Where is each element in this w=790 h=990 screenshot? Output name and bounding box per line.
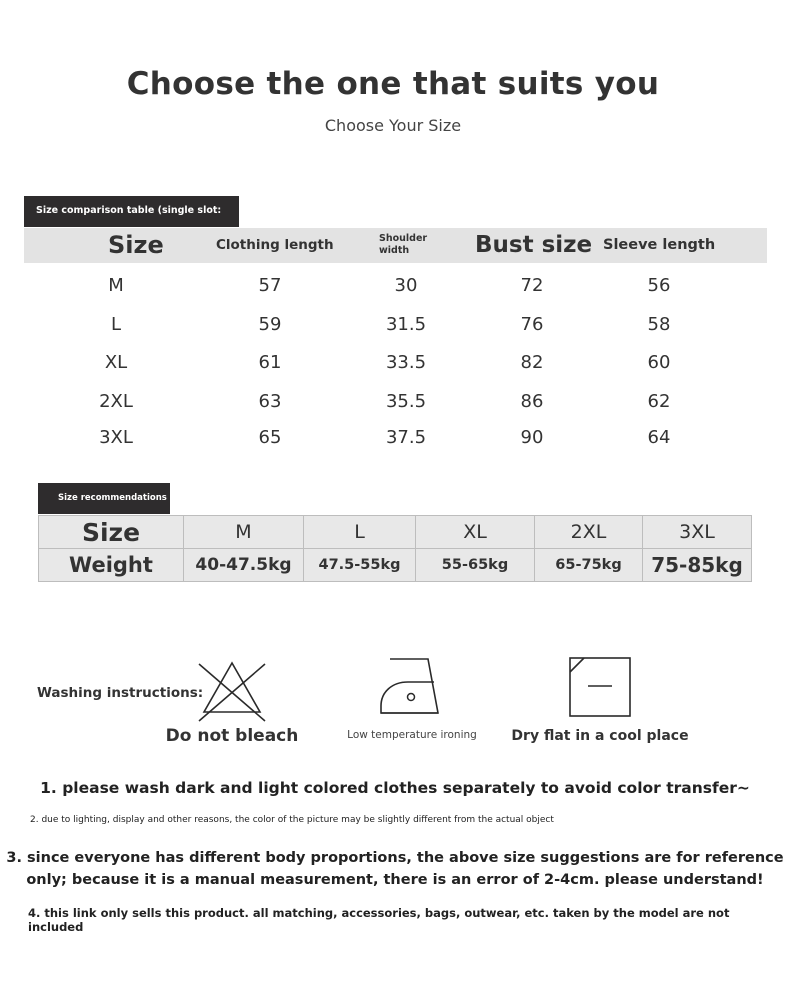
table-cell: 59 bbox=[258, 314, 282, 335]
table-cell: 35.5 bbox=[385, 391, 427, 412]
low-iron-icon bbox=[378, 656, 442, 718]
table-cell: 30 bbox=[394, 275, 418, 296]
rec-size-cell: 2XL bbox=[535, 516, 643, 549]
table-row bbox=[39, 549, 752, 582]
table-cell: XL bbox=[104, 352, 128, 373]
low-iron-caption: Low temperature ironing bbox=[347, 729, 477, 741]
dry-flat-icon bbox=[568, 656, 632, 718]
table-cell: 62 bbox=[647, 391, 671, 412]
note-4: 4. this link only sells this product. all matching, accessories, bags, outwear, etc. taken by the model are not included bbox=[28, 906, 730, 934]
rec-size-cell: M bbox=[184, 516, 304, 549]
note-3-line1: 3. since everyone has different body proportions, the above size suggestions are for reference bbox=[6, 850, 784, 866]
table-cell: 56 bbox=[647, 275, 671, 296]
table-cell: 57 bbox=[258, 275, 282, 296]
col-size: Size bbox=[108, 231, 164, 259]
rec-weight-label: Weight bbox=[39, 549, 184, 582]
col-shoulder-width bbox=[379, 233, 427, 268]
table-cell: 60 bbox=[647, 352, 671, 373]
col-clothing-length: Clothing length bbox=[216, 237, 334, 253]
table-cell: 33.5 bbox=[385, 352, 427, 373]
col-bust-size: Bust size bbox=[475, 232, 593, 258]
rec-weight-cell: 47.5-55kg bbox=[304, 549, 416, 582]
table-cell: 58 bbox=[647, 314, 671, 335]
rec-weight-cell: 55-65kg bbox=[416, 549, 535, 582]
table-cell: M bbox=[108, 275, 124, 296]
rec-size-cell: XL bbox=[416, 516, 535, 549]
rec-size-cell: L bbox=[304, 516, 416, 549]
rec-size-cell: 3XL bbox=[643, 516, 752, 549]
page-title: Choose the one that suits you bbox=[126, 66, 660, 102]
size-table-tag: Size comparison table (single slot: bbox=[24, 196, 239, 227]
table-cell: 76 bbox=[520, 314, 544, 335]
table-cell: 61 bbox=[258, 352, 282, 373]
no-bleach-caption: Do not bleach bbox=[165, 726, 299, 746]
table-cell: 90 bbox=[520, 427, 544, 448]
table-cell: 86 bbox=[520, 391, 544, 412]
table-cell: 72 bbox=[520, 275, 544, 296]
page-subtitle: Choose Your Size bbox=[324, 116, 462, 135]
table-cell: 64 bbox=[647, 427, 671, 448]
rec-weight-cell: 75-85kg bbox=[643, 549, 752, 582]
table-cell: 2XL bbox=[99, 391, 133, 412]
size-table-header bbox=[24, 228, 767, 263]
table-row bbox=[39, 516, 752, 549]
note-1: 1. please wash dark and light colored clothes separately to avoid color transfer~ bbox=[40, 779, 750, 797]
table-cell: 3XL bbox=[99, 427, 133, 448]
rec-size-label: Size bbox=[39, 516, 184, 549]
table-cell: 63 bbox=[258, 391, 282, 412]
recommendations-tag: Size recommendations bbox=[38, 483, 170, 514]
col-shoulder-line1: Shoulder bbox=[379, 233, 428, 244]
table-cell: 37.5 bbox=[385, 427, 427, 448]
rec-weight-cell: 65-75kg bbox=[535, 549, 643, 582]
washing-label: Washing instructions: bbox=[37, 685, 204, 701]
note-3-line2: only; because it is a manual measurement, there is an error of 2-4cm. please understand! bbox=[26, 872, 764, 888]
rec-weight-cell: 40-47.5kg bbox=[184, 549, 304, 582]
dry-flat-caption: Dry flat in a cool place bbox=[511, 728, 689, 744]
col-shoulder-line2: width bbox=[379, 245, 410, 256]
table-cell: 65 bbox=[258, 427, 282, 448]
col-sleeve-length: Sleeve length bbox=[603, 237, 716, 253]
note-2: 2. due to lighting, display and other reasons, the color of the picture may be slightly different from the actual object bbox=[30, 815, 554, 825]
recommendations-table bbox=[38, 515, 752, 582]
table-cell: 31.5 bbox=[385, 314, 427, 335]
table-cell: 82 bbox=[520, 352, 544, 373]
no-bleach-icon bbox=[196, 660, 268, 724]
table-cell: L bbox=[110, 314, 122, 335]
note-3 bbox=[0, 847, 790, 891]
